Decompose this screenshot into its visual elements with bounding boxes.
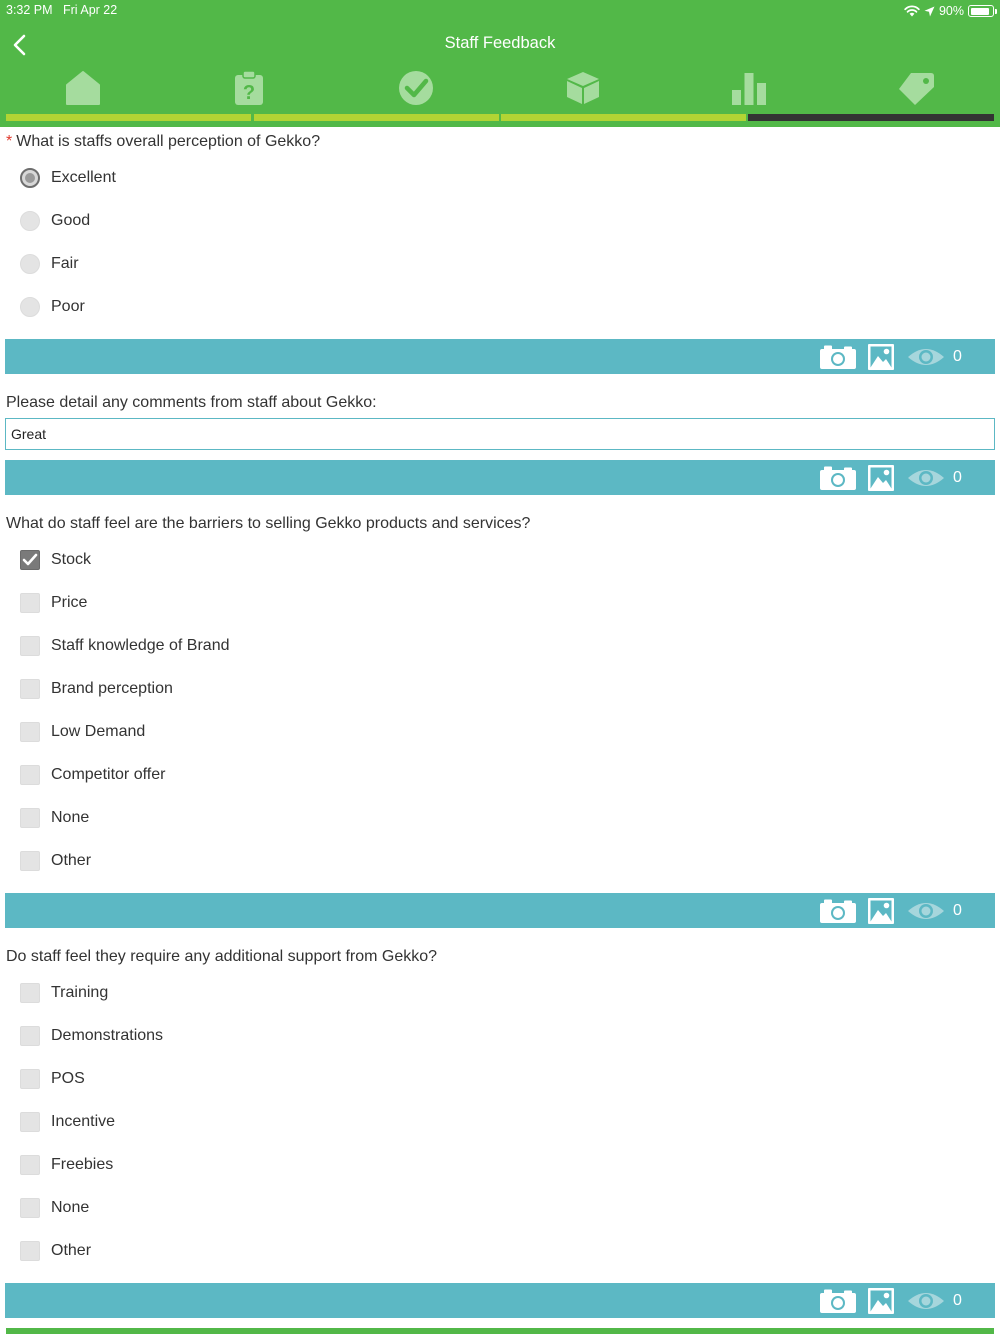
checkbox-option-competitor-offer[interactable]	[20, 762, 165, 788]
option-label: Stock	[51, 551, 92, 568]
gallery-button[interactable]	[867, 897, 895, 925]
checkbox-option-staff-knowledge[interactable]	[20, 633, 230, 659]
step-questions[interactable]	[166, 66, 332, 110]
wifi-icon	[904, 5, 920, 17]
question-1-media-bar	[5, 339, 995, 374]
required-marker: *	[6, 133, 13, 150]
media-actions	[819, 339, 967, 374]
gallery-button[interactable]	[867, 464, 895, 492]
checkbox[interactable]	[20, 679, 40, 699]
option-label: Fair	[51, 255, 79, 272]
radio-button[interactable]	[20, 168, 40, 188]
checkbox-option-pos[interactable]	[20, 1066, 85, 1092]
checkbox-option-training[interactable]	[20, 980, 108, 1006]
step-pricing[interactable]	[833, 66, 999, 110]
box-icon	[565, 70, 601, 106]
gallery-button[interactable]	[867, 343, 895, 371]
eye-icon	[907, 899, 945, 923]
svg-text:?: ?	[242, 82, 256, 104]
view-media-button[interactable]	[907, 1289, 945, 1313]
option-label: Poor	[51, 298, 85, 315]
checkbox[interactable]	[20, 1112, 40, 1132]
status-date: Fri Apr 22	[63, 3, 118, 17]
option-label: Demonstrations	[51, 1027, 164, 1044]
checkbox[interactable]	[20, 851, 40, 871]
gallery-icon	[867, 1287, 895, 1315]
media-count: 0	[953, 901, 962, 919]
camera-button[interactable]	[819, 344, 857, 370]
progress-segment-current	[748, 114, 994, 121]
option-label: None	[51, 1199, 90, 1216]
checkbox[interactable]	[20, 1026, 40, 1046]
camera-icon	[819, 898, 857, 924]
question-4-title: Do staff feel they require any additional support from Gekko?	[6, 948, 438, 965]
option-label: Brand perception	[51, 680, 173, 697]
media-actions	[819, 460, 967, 495]
checkbox[interactable]	[20, 765, 40, 785]
checkbox-option-price[interactable]	[20, 590, 87, 616]
home-icon	[66, 70, 100, 106]
comments-input[interactable]	[5, 418, 995, 450]
camera-button[interactable]	[819, 898, 857, 924]
option-label: Staff knowledge of Brand	[51, 637, 230, 654]
step-navigation	[0, 66, 1000, 110]
radio-option-poor[interactable]	[20, 294, 85, 320]
camera-icon	[819, 344, 857, 370]
radio-button[interactable]	[20, 211, 40, 231]
camera-icon	[819, 465, 857, 491]
option-label: Other	[51, 852, 92, 869]
eye-icon	[907, 466, 945, 490]
battery-percent: 90%	[938, 4, 964, 18]
status-bar	[0, 0, 1000, 22]
radio-option-excellent[interactable]	[20, 165, 116, 191]
question-2-title: Please detail any comments from staff about Gekko:	[6, 394, 377, 411]
question-1-text: What is staffs overall perception of Gekko?	[16, 133, 321, 150]
question-2-media-bar	[5, 460, 995, 495]
clipboard-question-icon	[234, 70, 264, 106]
checkbox[interactable]	[20, 636, 40, 656]
checkbox-option-freebies[interactable]	[20, 1152, 113, 1178]
status-indicators	[904, 2, 994, 20]
question-4-media-bar	[5, 1283, 995, 1318]
view-media-button[interactable]	[907, 899, 945, 923]
checkbox-option-low-demand[interactable]	[20, 719, 145, 745]
status-time: 3:32 PM	[6, 3, 53, 17]
checkbox-option-other[interactable]	[20, 848, 91, 874]
gallery-icon	[867, 464, 895, 492]
checkbox-option-other-support[interactable]	[20, 1238, 91, 1264]
bar-chart-icon	[731, 70, 767, 106]
media-count: 0	[953, 468, 962, 486]
question-3-media-bar	[5, 893, 995, 928]
location-arrow-icon	[924, 6, 935, 17]
media-actions	[819, 1283, 967, 1318]
question-3-title: What do staff feel are the barriers to selling Gekko products and services?	[6, 515, 531, 532]
checkbox[interactable]	[20, 593, 40, 613]
checkbox[interactable]	[20, 1241, 40, 1261]
option-label: Excellent	[51, 169, 116, 186]
option-label: Other	[51, 1242, 92, 1259]
app-header	[0, 0, 1000, 127]
checkbox[interactable]	[20, 722, 40, 742]
checkmark-circle-icon	[398, 70, 434, 106]
radio-option-fair[interactable]	[20, 251, 79, 277]
camera-icon	[819, 1288, 857, 1314]
option-label: Good	[51, 212, 91, 229]
checkbox[interactable]	[20, 983, 40, 1003]
radio-button[interactable]	[20, 254, 40, 274]
option-label: Incentive	[51, 1113, 116, 1130]
checkbox-option-brand-perception[interactable]	[20, 676, 173, 702]
step-checklist[interactable]	[333, 66, 499, 110]
checkbox[interactable]	[20, 808, 40, 828]
checkmark-icon	[22, 553, 38, 567]
view-media-button[interactable]	[907, 345, 945, 369]
gallery-icon	[867, 343, 895, 371]
page-title: Staff Feedback	[444, 34, 556, 52]
media-count: 0	[953, 347, 962, 365]
eye-icon	[907, 345, 945, 369]
media-actions	[819, 893, 967, 928]
option-label: Freebies	[51, 1156, 114, 1173]
checkbox[interactable]	[20, 550, 40, 570]
step-products[interactable]	[500, 66, 666, 110]
step-progress-bar	[6, 114, 994, 121]
progress-segment-complete	[6, 114, 251, 121]
tag-icon	[897, 70, 935, 106]
step-home[interactable]	[0, 66, 166, 110]
option-label: Low Demand	[51, 723, 146, 740]
bottom-progress-bar	[6, 1328, 994, 1334]
checkbox-option-incentive[interactable]	[20, 1109, 115, 1135]
view-media-button[interactable]	[907, 466, 945, 490]
checkbox-option-none-support[interactable]	[20, 1195, 89, 1221]
media-count: 0	[953, 1291, 962, 1309]
option-label: Price	[51, 594, 88, 611]
progress-segment-complete	[254, 114, 499, 121]
checkbox[interactable]	[20, 1069, 40, 1089]
checkbox-option-none[interactable]	[20, 805, 89, 831]
gallery-icon	[867, 897, 895, 925]
progress-segment-complete	[501, 114, 746, 121]
radio-button[interactable]	[20, 297, 40, 317]
radio-option-good[interactable]	[20, 208, 90, 234]
option-label: Training	[51, 984, 109, 1001]
option-label: Competitor offer	[51, 766, 166, 783]
camera-button[interactable]	[819, 1288, 857, 1314]
option-label: POS	[51, 1070, 85, 1087]
gallery-button[interactable]	[867, 1287, 895, 1315]
checkbox-option-stock[interactable]	[20, 547, 91, 573]
camera-button[interactable]	[819, 465, 857, 491]
option-label: None	[51, 809, 90, 826]
checkbox[interactable]	[20, 1155, 40, 1175]
question-1-title	[6, 133, 320, 151]
checkbox[interactable]	[20, 1198, 40, 1218]
checkbox-option-demonstrations[interactable]	[20, 1023, 163, 1049]
battery-level	[971, 8, 990, 15]
step-reports[interactable]	[666, 66, 832, 110]
battery-icon	[968, 5, 994, 17]
eye-icon	[907, 1289, 945, 1313]
